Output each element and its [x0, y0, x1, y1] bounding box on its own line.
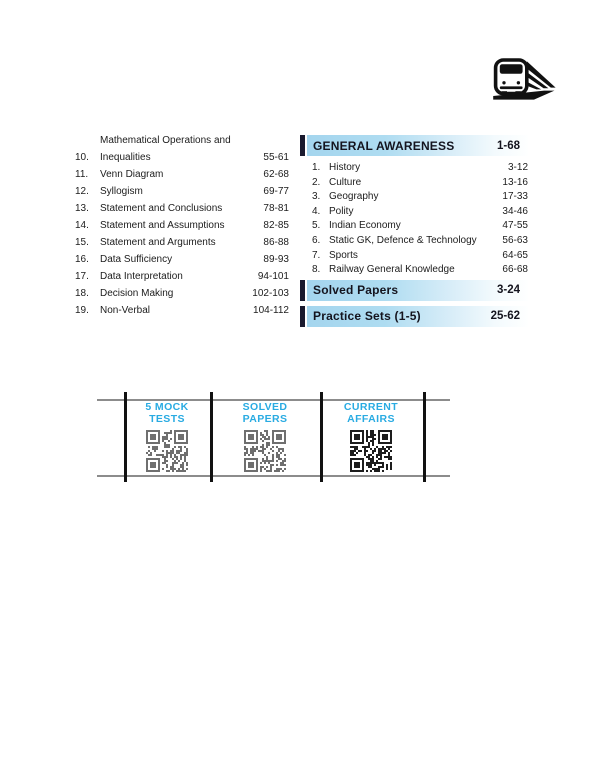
header-gradient-bar: [307, 280, 528, 301]
toc-item-pages: 56-63: [502, 234, 528, 246]
toc-row: [75, 251, 289, 268]
toc-item-number: 16.: [75, 254, 89, 265]
header-accent-bar: [300, 306, 305, 327]
toc-item-title: Statement and Assumptions: [100, 220, 225, 231]
toc-item-pages: 104-112: [253, 305, 289, 316]
toc-item-title: Decision Making: [100, 288, 174, 299]
toc-item-number: 19.: [75, 305, 89, 316]
toc-item-number: 12.: [75, 186, 89, 197]
section-pages: 3-24: [496, 284, 520, 297]
toc-item-number: 18.: [75, 288, 89, 299]
toc-item-title: Railway General Knowledge: [329, 264, 455, 276]
toc-row: [300, 249, 528, 264]
qr-label: [210, 402, 320, 425]
qr-strip: [97, 392, 450, 482]
toc-item-pages: 69-77: [263, 186, 289, 197]
toc-row: [300, 161, 528, 176]
toc-item-title: Venn Diagram: [100, 169, 164, 180]
toc-item-number: 10.: [75, 152, 89, 163]
toc-item-title: Syllogism: [100, 186, 143, 197]
toc-row: [75, 217, 289, 234]
qr-label-line1: SOLVED: [242, 401, 288, 413]
qr-card-solved-papers: [210, 402, 320, 477]
toc-item-title: Indian Economy: [329, 220, 401, 232]
toc-item-title: Statement and Arguments: [100, 237, 216, 248]
toc-item-number: 2.: [312, 176, 321, 188]
toc-row: [75, 166, 289, 183]
toc-item-title: Static GK, Defence & Technology: [329, 234, 477, 246]
toc-item-pages: 89-93: [263, 254, 289, 265]
toc-row: [300, 190, 528, 205]
section-header-general-awareness: [300, 135, 528, 156]
toc-item-title: Culture: [329, 176, 362, 188]
toc-row: [75, 183, 289, 200]
toc-item-title: History: [329, 162, 361, 173]
toc-item-pages: 34-46: [502, 205, 528, 217]
qr-label-line2: AFFAIRS: [347, 412, 395, 425]
toc-item-number: 17.: [75, 271, 89, 282]
toc-row: [75, 132, 289, 166]
toc-item-title: Non-Verbal: [100, 305, 151, 316]
toc-row: [75, 285, 289, 302]
section-title: GENERAL AWARENESS: [313, 138, 455, 153]
toc-item-title: Polity: [329, 205, 354, 217]
qr-label: [112, 402, 222, 425]
section-title: Practice Sets (1-5): [313, 309, 421, 324]
toc-row: [300, 205, 528, 220]
qr-card-mock-tests: [112, 402, 222, 477]
toc-item-number: 7.: [312, 249, 321, 261]
qr-label: [316, 402, 426, 425]
toc-item-pages: 13-16: [502, 176, 528, 188]
toc-item-number: 1.: [312, 162, 321, 173]
section-header-solved-papers: [300, 280, 528, 301]
toc-left-list: [75, 132, 289, 319]
toc-row: [300, 219, 528, 234]
toc-item-number: 4.: [312, 205, 321, 217]
toc-row: [75, 268, 289, 285]
toc-item-title: Statement and Conclusions: [100, 203, 223, 214]
toc-row: [75, 200, 289, 217]
toc-item-pages: 3-12: [507, 162, 528, 173]
toc-item-title: Mathematical Operations and Inequalities: [100, 135, 231, 163]
section-pages: 25-62: [490, 310, 520, 323]
toc-item-pages: 64-65: [502, 249, 528, 261]
toc-row: [300, 263, 528, 278]
toc-item-pages: 78-81: [263, 203, 289, 214]
toc-item-number: 3.: [312, 191, 321, 203]
toc-item-title: Geography: [329, 191, 379, 203]
header-accent-bar: [300, 280, 305, 301]
qr-code-icon: [244, 430, 286, 472]
section-pages: 1-68: [496, 139, 520, 152]
qr-code-icon: [146, 430, 188, 472]
toc-item-pages: 62-68: [263, 169, 289, 180]
toc-item-number: 14.: [75, 220, 89, 231]
toc-item-title: Data Sufficiency: [100, 254, 173, 265]
header-gradient-bar: [307, 306, 528, 327]
toc-item-pages: 47-55: [502, 220, 528, 232]
toc-item-pages: 55-61: [263, 152, 289, 163]
header-gradient-bar: [307, 135, 528, 156]
toc-item-title: Data Interpretation: [100, 271, 183, 282]
toc-row: [75, 302, 289, 319]
toc-item-number: 8.: [312, 264, 321, 276]
qr-label-line1: 5 MOCK: [145, 401, 189, 413]
toc-item-pages: 102-103: [252, 288, 289, 299]
toc-item-pages: 86-88: [263, 237, 289, 248]
qr-label-line1: CURRENT: [343, 401, 399, 413]
toc-row: [300, 176, 528, 191]
toc-item-pages: 17-33: [502, 191, 528, 203]
toc-right-column: [300, 135, 528, 327]
header-accent-bar: [300, 135, 305, 156]
qr-label-line2: PAPERS: [242, 412, 288, 425]
qr-card-current-affairs: [316, 402, 426, 477]
toc-item-number: 5.: [312, 220, 321, 232]
toc-row: [300, 234, 528, 249]
toc-right-items: [300, 161, 528, 278]
qr-code-icon: [350, 430, 392, 472]
train-icon: [486, 56, 558, 106]
qr-label-line2: TESTS: [149, 412, 185, 425]
toc-item-number: 11.: [75, 169, 89, 180]
toc-row: [75, 234, 289, 251]
toc-item-number: 6.: [312, 234, 321, 246]
toc-item-pages: 66-68: [502, 264, 528, 276]
toc-item-pages: 94-101: [257, 271, 289, 282]
toc-item-title: Sports: [329, 249, 358, 261]
section-header-practice-sets: [300, 306, 528, 327]
toc-item-number: 13.: [75, 203, 89, 214]
toc-item-number: 15.: [75, 237, 89, 248]
toc-item-pages: 82-85: [263, 220, 289, 231]
section-title: Solved Papers: [313, 283, 399, 298]
